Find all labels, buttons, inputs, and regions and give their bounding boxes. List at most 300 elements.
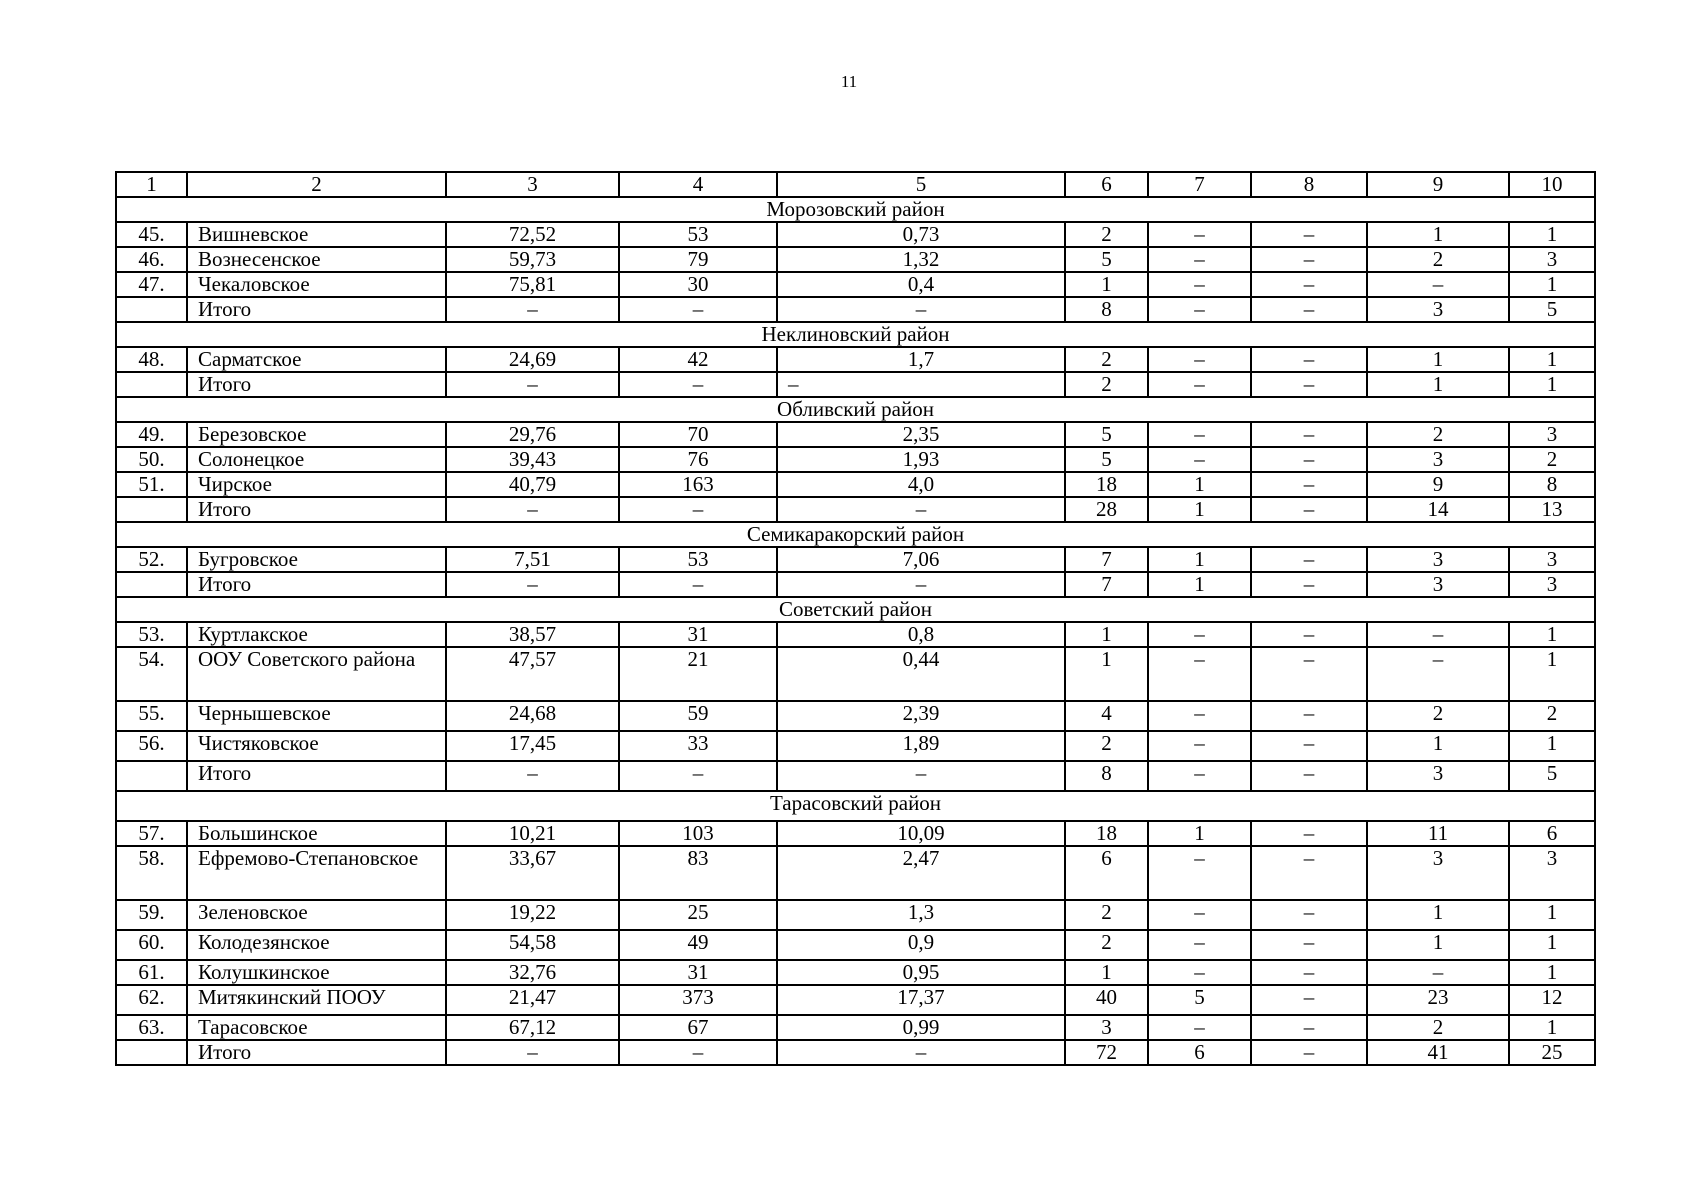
- cell-c4: 31: [619, 622, 777, 647]
- cell-c5: 0,9: [777, 930, 1065, 960]
- cell-c4: 70: [619, 422, 777, 447]
- cell-c10: 6: [1509, 821, 1595, 846]
- cell-c3: 40,79: [446, 472, 619, 497]
- header-cell: 2: [187, 172, 446, 197]
- cell-c4: 33: [619, 731, 777, 761]
- total-label: Итого: [187, 297, 446, 322]
- row-number: [116, 1040, 187, 1065]
- cell-c4: –: [619, 372, 777, 397]
- total-row: [116, 761, 1595, 791]
- cell-c3: 67,12: [446, 1015, 619, 1040]
- cell-c5: –: [777, 497, 1065, 522]
- row-number: [116, 572, 187, 597]
- cell-c7: –: [1148, 647, 1251, 701]
- row-number: 58.: [116, 846, 187, 900]
- cell-c6: 1: [1065, 647, 1148, 701]
- row-number: 53.: [116, 622, 187, 647]
- cell-c7: –: [1148, 297, 1251, 322]
- cell-c10: 1: [1509, 372, 1595, 397]
- cell-c8: –: [1251, 900, 1367, 930]
- cell-c5: 1,7: [777, 347, 1065, 372]
- cell-c5: 1,32: [777, 247, 1065, 272]
- cell-c4: 103: [619, 821, 777, 846]
- cell-c7: 1: [1148, 547, 1251, 572]
- district-row: [116, 791, 1595, 821]
- table-row: [116, 930, 1595, 960]
- cell-c6: 18: [1065, 821, 1148, 846]
- cell-c8: –: [1251, 701, 1367, 731]
- cell-c10: 2: [1509, 447, 1595, 472]
- cell-c7: 1: [1148, 821, 1251, 846]
- cell-c7: –: [1148, 372, 1251, 397]
- cell-c3: 21,47: [446, 985, 619, 1015]
- table-row: [116, 347, 1595, 372]
- cell-c8: –: [1251, 472, 1367, 497]
- cell-c7: –: [1148, 222, 1251, 247]
- cell-c8: –: [1251, 821, 1367, 846]
- header-cell: 8: [1251, 172, 1367, 197]
- cell-c9: 3: [1367, 447, 1509, 472]
- cell-c10: 1: [1509, 272, 1595, 297]
- total-label: Итого: [187, 572, 446, 597]
- data-table: [115, 171, 1596, 1066]
- header-cell: 3: [446, 172, 619, 197]
- cell-c6: 40: [1065, 985, 1148, 1015]
- cell-c3: –: [446, 572, 619, 597]
- cell-c9: 2: [1367, 247, 1509, 272]
- cell-c3: 33,67: [446, 846, 619, 900]
- cell-c8: –: [1251, 372, 1367, 397]
- cell-c8: –: [1251, 247, 1367, 272]
- cell-c3: 54,58: [446, 930, 619, 960]
- cell-c4: 42: [619, 347, 777, 372]
- row-number: [116, 372, 187, 397]
- cell-c7: –: [1148, 622, 1251, 647]
- total-row: [116, 1040, 1595, 1065]
- cell-c5: 1,93: [777, 447, 1065, 472]
- cell-c3: 47,57: [446, 647, 619, 701]
- cell-c9: 3: [1367, 572, 1509, 597]
- cell-c10: 13: [1509, 497, 1595, 522]
- row-number: 50.: [116, 447, 187, 472]
- cell-c10: 3: [1509, 846, 1595, 900]
- cell-c9: 1: [1367, 930, 1509, 960]
- cell-c3: –: [446, 761, 619, 791]
- cell-c10: 1: [1509, 900, 1595, 930]
- cell-c9: 1: [1367, 731, 1509, 761]
- row-number: 57.: [116, 821, 187, 846]
- cell-c10: 3: [1509, 422, 1595, 447]
- cell-c8: –: [1251, 930, 1367, 960]
- cell-c7: –: [1148, 930, 1251, 960]
- cell-c3: 32,76: [446, 960, 619, 985]
- table-row: [116, 247, 1595, 272]
- cell-c10: 5: [1509, 297, 1595, 322]
- cell-c8: –: [1251, 447, 1367, 472]
- cell-c3: 59,73: [446, 247, 619, 272]
- cell-c4: –: [619, 761, 777, 791]
- cell-c8: –: [1251, 622, 1367, 647]
- cell-c7: –: [1148, 247, 1251, 272]
- cell-c6: 2: [1065, 347, 1148, 372]
- header-cell: 6: [1065, 172, 1148, 197]
- cell-c8: –: [1251, 572, 1367, 597]
- cell-c3: –: [446, 497, 619, 522]
- header-cell: 9: [1367, 172, 1509, 197]
- cell-c9: 3: [1367, 297, 1509, 322]
- cell-c6: 1: [1065, 960, 1148, 985]
- total-row: [116, 297, 1595, 322]
- cell-c10: 1: [1509, 1015, 1595, 1040]
- cell-c7: 1: [1148, 472, 1251, 497]
- cell-c3: 29,76: [446, 422, 619, 447]
- cell-c7: –: [1148, 846, 1251, 900]
- cell-c6: 1: [1065, 622, 1148, 647]
- settlement-name: Ефремово-Степановское: [187, 846, 446, 900]
- cell-c4: –: [619, 572, 777, 597]
- cell-c9: 23: [1367, 985, 1509, 1015]
- cell-c3: 75,81: [446, 272, 619, 297]
- cell-c3: 24,68: [446, 701, 619, 731]
- cell-c4: 53: [619, 222, 777, 247]
- cell-c7: 5: [1148, 985, 1251, 1015]
- cell-c5: 0,8: [777, 622, 1065, 647]
- row-number: 54.: [116, 647, 187, 701]
- district-row: [116, 522, 1595, 547]
- settlement-name: Митякинский ПООУ: [187, 985, 446, 1015]
- cell-c3: 72,52: [446, 222, 619, 247]
- cell-c6: 1: [1065, 272, 1148, 297]
- settlement-name: Вознесенское: [187, 247, 446, 272]
- district-title: Советский район: [116, 597, 1595, 622]
- cell-c4: 67: [619, 1015, 777, 1040]
- cell-c9: 1: [1367, 900, 1509, 930]
- cell-c4: 53: [619, 547, 777, 572]
- cell-c4: 25: [619, 900, 777, 930]
- total-row: [116, 572, 1595, 597]
- cell-c9: –: [1367, 272, 1509, 297]
- cell-c4: 79: [619, 247, 777, 272]
- total-label: Итого: [187, 1040, 446, 1065]
- row-number: 49.: [116, 422, 187, 447]
- cell-c5: 0,99: [777, 1015, 1065, 1040]
- row-number: [116, 297, 187, 322]
- cell-c5: 17,37: [777, 985, 1065, 1015]
- table-row: [116, 821, 1595, 846]
- cell-c6: 2: [1065, 222, 1148, 247]
- header-cell: 5: [777, 172, 1065, 197]
- cell-c5: 2,39: [777, 701, 1065, 731]
- cell-c4: –: [619, 497, 777, 522]
- cell-c10: 1: [1509, 347, 1595, 372]
- cell-c3: 7,51: [446, 547, 619, 572]
- settlement-name: Чекаловское: [187, 272, 446, 297]
- cell-c7: –: [1148, 701, 1251, 731]
- cell-c5: 10,09: [777, 821, 1065, 846]
- cell-c10: 1: [1509, 731, 1595, 761]
- settlement-name: Березовское: [187, 422, 446, 447]
- header-cell: 1: [116, 172, 187, 197]
- cell-c5: 1,89: [777, 731, 1065, 761]
- cell-c5: 0,95: [777, 960, 1065, 985]
- cell-c8: –: [1251, 1040, 1367, 1065]
- cell-c3: –: [446, 1040, 619, 1065]
- table-row: [116, 731, 1595, 761]
- cell-c4: –: [619, 297, 777, 322]
- cell-c10: 25: [1509, 1040, 1595, 1065]
- cell-c6: 6: [1065, 846, 1148, 900]
- cell-c6: 2: [1065, 930, 1148, 960]
- district-title: Обливский район: [116, 397, 1595, 422]
- table-row: [116, 447, 1595, 472]
- row-number: 46.: [116, 247, 187, 272]
- cell-c8: –: [1251, 647, 1367, 701]
- row-number: 45.: [116, 222, 187, 247]
- cell-c9: 1: [1367, 372, 1509, 397]
- cell-c9: –: [1367, 647, 1509, 701]
- cell-c4: –: [619, 1040, 777, 1065]
- settlement-name: Чистяковское: [187, 731, 446, 761]
- cell-c10: 3: [1509, 247, 1595, 272]
- row-number: 52.: [116, 547, 187, 572]
- cell-c5: 1,3: [777, 900, 1065, 930]
- district-title: Тарасовский район: [116, 791, 1595, 821]
- cell-c7: –: [1148, 347, 1251, 372]
- cell-c10: 3: [1509, 547, 1595, 572]
- settlement-name: Тарасовское: [187, 1015, 446, 1040]
- header-row: [116, 172, 1595, 197]
- cell-c6: 4: [1065, 701, 1148, 731]
- settlement-name: Зеленовское: [187, 900, 446, 930]
- row-number: 60.: [116, 930, 187, 960]
- table-row: [116, 422, 1595, 447]
- settlement-name: ООУ Советского района: [187, 647, 446, 701]
- cell-c8: –: [1251, 960, 1367, 985]
- cell-c8: –: [1251, 422, 1367, 447]
- cell-c5: –: [777, 572, 1065, 597]
- settlement-name: Чирское: [187, 472, 446, 497]
- cell-c6: 8: [1065, 297, 1148, 322]
- cell-c10: 1: [1509, 622, 1595, 647]
- cell-c3: –: [446, 297, 619, 322]
- cell-c10: 8: [1509, 472, 1595, 497]
- cell-c8: –: [1251, 272, 1367, 297]
- cell-c9: 41: [1367, 1040, 1509, 1065]
- district-title: Семикаракорский район: [116, 522, 1595, 547]
- cell-c6: 18: [1065, 472, 1148, 497]
- cell-c5: 0,73: [777, 222, 1065, 247]
- cell-c9: 1: [1367, 347, 1509, 372]
- cell-c9: 3: [1367, 547, 1509, 572]
- cell-c10: 3: [1509, 572, 1595, 597]
- cell-c6: 5: [1065, 247, 1148, 272]
- settlement-name: Колодезянское: [187, 930, 446, 960]
- row-number: [116, 497, 187, 522]
- row-number: 61.: [116, 960, 187, 985]
- cell-c7: –: [1148, 960, 1251, 985]
- cell-c5: –: [777, 372, 1065, 397]
- cell-c5: 0,4: [777, 272, 1065, 297]
- cell-c7: 1: [1148, 572, 1251, 597]
- cell-c8: –: [1251, 297, 1367, 322]
- cell-c9: –: [1367, 622, 1509, 647]
- settlement-name: Сарматское: [187, 347, 446, 372]
- settlement-name: Вишневское: [187, 222, 446, 247]
- header-cell: 4: [619, 172, 777, 197]
- cell-c9: 3: [1367, 846, 1509, 900]
- cell-c4: 373: [619, 985, 777, 1015]
- cell-c5: –: [777, 297, 1065, 322]
- district-row: [116, 197, 1595, 222]
- cell-c9: 2: [1367, 1015, 1509, 1040]
- cell-c8: –: [1251, 547, 1367, 572]
- cell-c10: 1: [1509, 960, 1595, 985]
- cell-c9: 11: [1367, 821, 1509, 846]
- cell-c8: –: [1251, 985, 1367, 1015]
- cell-c3: –: [446, 372, 619, 397]
- cell-c4: 30: [619, 272, 777, 297]
- row-number: 55.: [116, 701, 187, 731]
- row-number: [116, 761, 187, 791]
- cell-c7: –: [1148, 272, 1251, 297]
- cell-c3: 10,21: [446, 821, 619, 846]
- total-row: [116, 372, 1595, 397]
- settlement-name: Чернышевское: [187, 701, 446, 731]
- district-title: Морозовский район: [116, 197, 1595, 222]
- table-row: [116, 846, 1595, 900]
- cell-c3: 38,57: [446, 622, 619, 647]
- table-row: [116, 222, 1595, 247]
- cell-c5: –: [777, 761, 1065, 791]
- cell-c7: –: [1148, 1015, 1251, 1040]
- cell-c10: 5: [1509, 761, 1595, 791]
- table-row: [116, 1015, 1595, 1040]
- cell-c6: 28: [1065, 497, 1148, 522]
- cell-c8: –: [1251, 761, 1367, 791]
- cell-c7: –: [1148, 447, 1251, 472]
- page-number: 11: [840, 72, 858, 91]
- cell-c4: 59: [619, 701, 777, 731]
- cell-c9: 2: [1367, 422, 1509, 447]
- total-label: Итого: [187, 761, 446, 791]
- district-row: [116, 322, 1595, 347]
- cell-c9: 14: [1367, 497, 1509, 522]
- settlement-name: Куртлакское: [187, 622, 446, 647]
- cell-c6: 2: [1065, 372, 1148, 397]
- cell-c3: 17,45: [446, 731, 619, 761]
- cell-c3: 19,22: [446, 900, 619, 930]
- cell-c6: 5: [1065, 422, 1148, 447]
- cell-c8: –: [1251, 222, 1367, 247]
- table-row: [116, 547, 1595, 572]
- cell-c7: –: [1148, 731, 1251, 761]
- cell-c9: 3: [1367, 761, 1509, 791]
- table-row: [116, 272, 1595, 297]
- table-row: [116, 622, 1595, 647]
- total-label: Итого: [187, 497, 446, 522]
- district-row: [116, 397, 1595, 422]
- cell-c7: –: [1148, 761, 1251, 791]
- table-row: [116, 900, 1595, 930]
- cell-c4: 76: [619, 447, 777, 472]
- cell-c8: –: [1251, 1015, 1367, 1040]
- cell-c7: –: [1148, 900, 1251, 930]
- settlement-name: Солонецкое: [187, 447, 446, 472]
- cell-c6: 7: [1065, 547, 1148, 572]
- cell-c6: 3: [1065, 1015, 1148, 1040]
- settlement-name: Бугровское: [187, 547, 446, 572]
- header-cell: 10: [1509, 172, 1595, 197]
- cell-c3: 24,69: [446, 347, 619, 372]
- cell-c4: 163: [619, 472, 777, 497]
- row-number: 48.: [116, 347, 187, 372]
- cell-c10: 1: [1509, 222, 1595, 247]
- table-row: [116, 960, 1595, 985]
- row-number: 47.: [116, 272, 187, 297]
- cell-c6: 8: [1065, 761, 1148, 791]
- table-row: [116, 985, 1595, 1015]
- cell-c5: 7,06: [777, 547, 1065, 572]
- table-row: [116, 472, 1595, 497]
- cell-c4: 83: [619, 846, 777, 900]
- row-number: 51.: [116, 472, 187, 497]
- cell-c9: 9: [1367, 472, 1509, 497]
- settlement-name: Колушкинское: [187, 960, 446, 985]
- cell-c8: –: [1251, 497, 1367, 522]
- cell-c6: 2: [1065, 731, 1148, 761]
- cell-c5: –: [777, 1040, 1065, 1065]
- cell-c10: 2: [1509, 701, 1595, 731]
- cell-c6: 72: [1065, 1040, 1148, 1065]
- cell-c9: 1: [1367, 222, 1509, 247]
- cell-c6: 2: [1065, 900, 1148, 930]
- cell-c4: 31: [619, 960, 777, 985]
- cell-c4: 21: [619, 647, 777, 701]
- cell-c3: 39,43: [446, 447, 619, 472]
- cell-c10: 1: [1509, 647, 1595, 701]
- row-number: 56.: [116, 731, 187, 761]
- total-row: [116, 497, 1595, 522]
- row-number: 63.: [116, 1015, 187, 1040]
- cell-c5: 0,44: [777, 647, 1065, 701]
- cell-c9: –: [1367, 960, 1509, 985]
- cell-c6: 7: [1065, 572, 1148, 597]
- cell-c8: –: [1251, 347, 1367, 372]
- cell-c7: –: [1148, 422, 1251, 447]
- cell-c8: –: [1251, 846, 1367, 900]
- district-title: Неклиновский район: [116, 322, 1595, 347]
- table-row: [116, 647, 1595, 701]
- cell-c7: 6: [1148, 1040, 1251, 1065]
- row-number: 62.: [116, 985, 187, 1015]
- row-number: 59.: [116, 900, 187, 930]
- cell-c9: 2: [1367, 701, 1509, 731]
- cell-c7: 1: [1148, 497, 1251, 522]
- cell-c4: 49: [619, 930, 777, 960]
- cell-c5: 4,0: [777, 472, 1065, 497]
- cell-c10: 1: [1509, 930, 1595, 960]
- cell-c8: –: [1251, 731, 1367, 761]
- cell-c5: 2,47: [777, 846, 1065, 900]
- settlement-name: Большинское: [187, 821, 446, 846]
- cell-c6: 5: [1065, 447, 1148, 472]
- table-row: [116, 701, 1595, 731]
- total-label: Итого: [187, 372, 446, 397]
- district-row: [116, 597, 1595, 622]
- cell-c10: 12: [1509, 985, 1595, 1015]
- header-cell: 7: [1148, 172, 1251, 197]
- cell-c5: 2,35: [777, 422, 1065, 447]
